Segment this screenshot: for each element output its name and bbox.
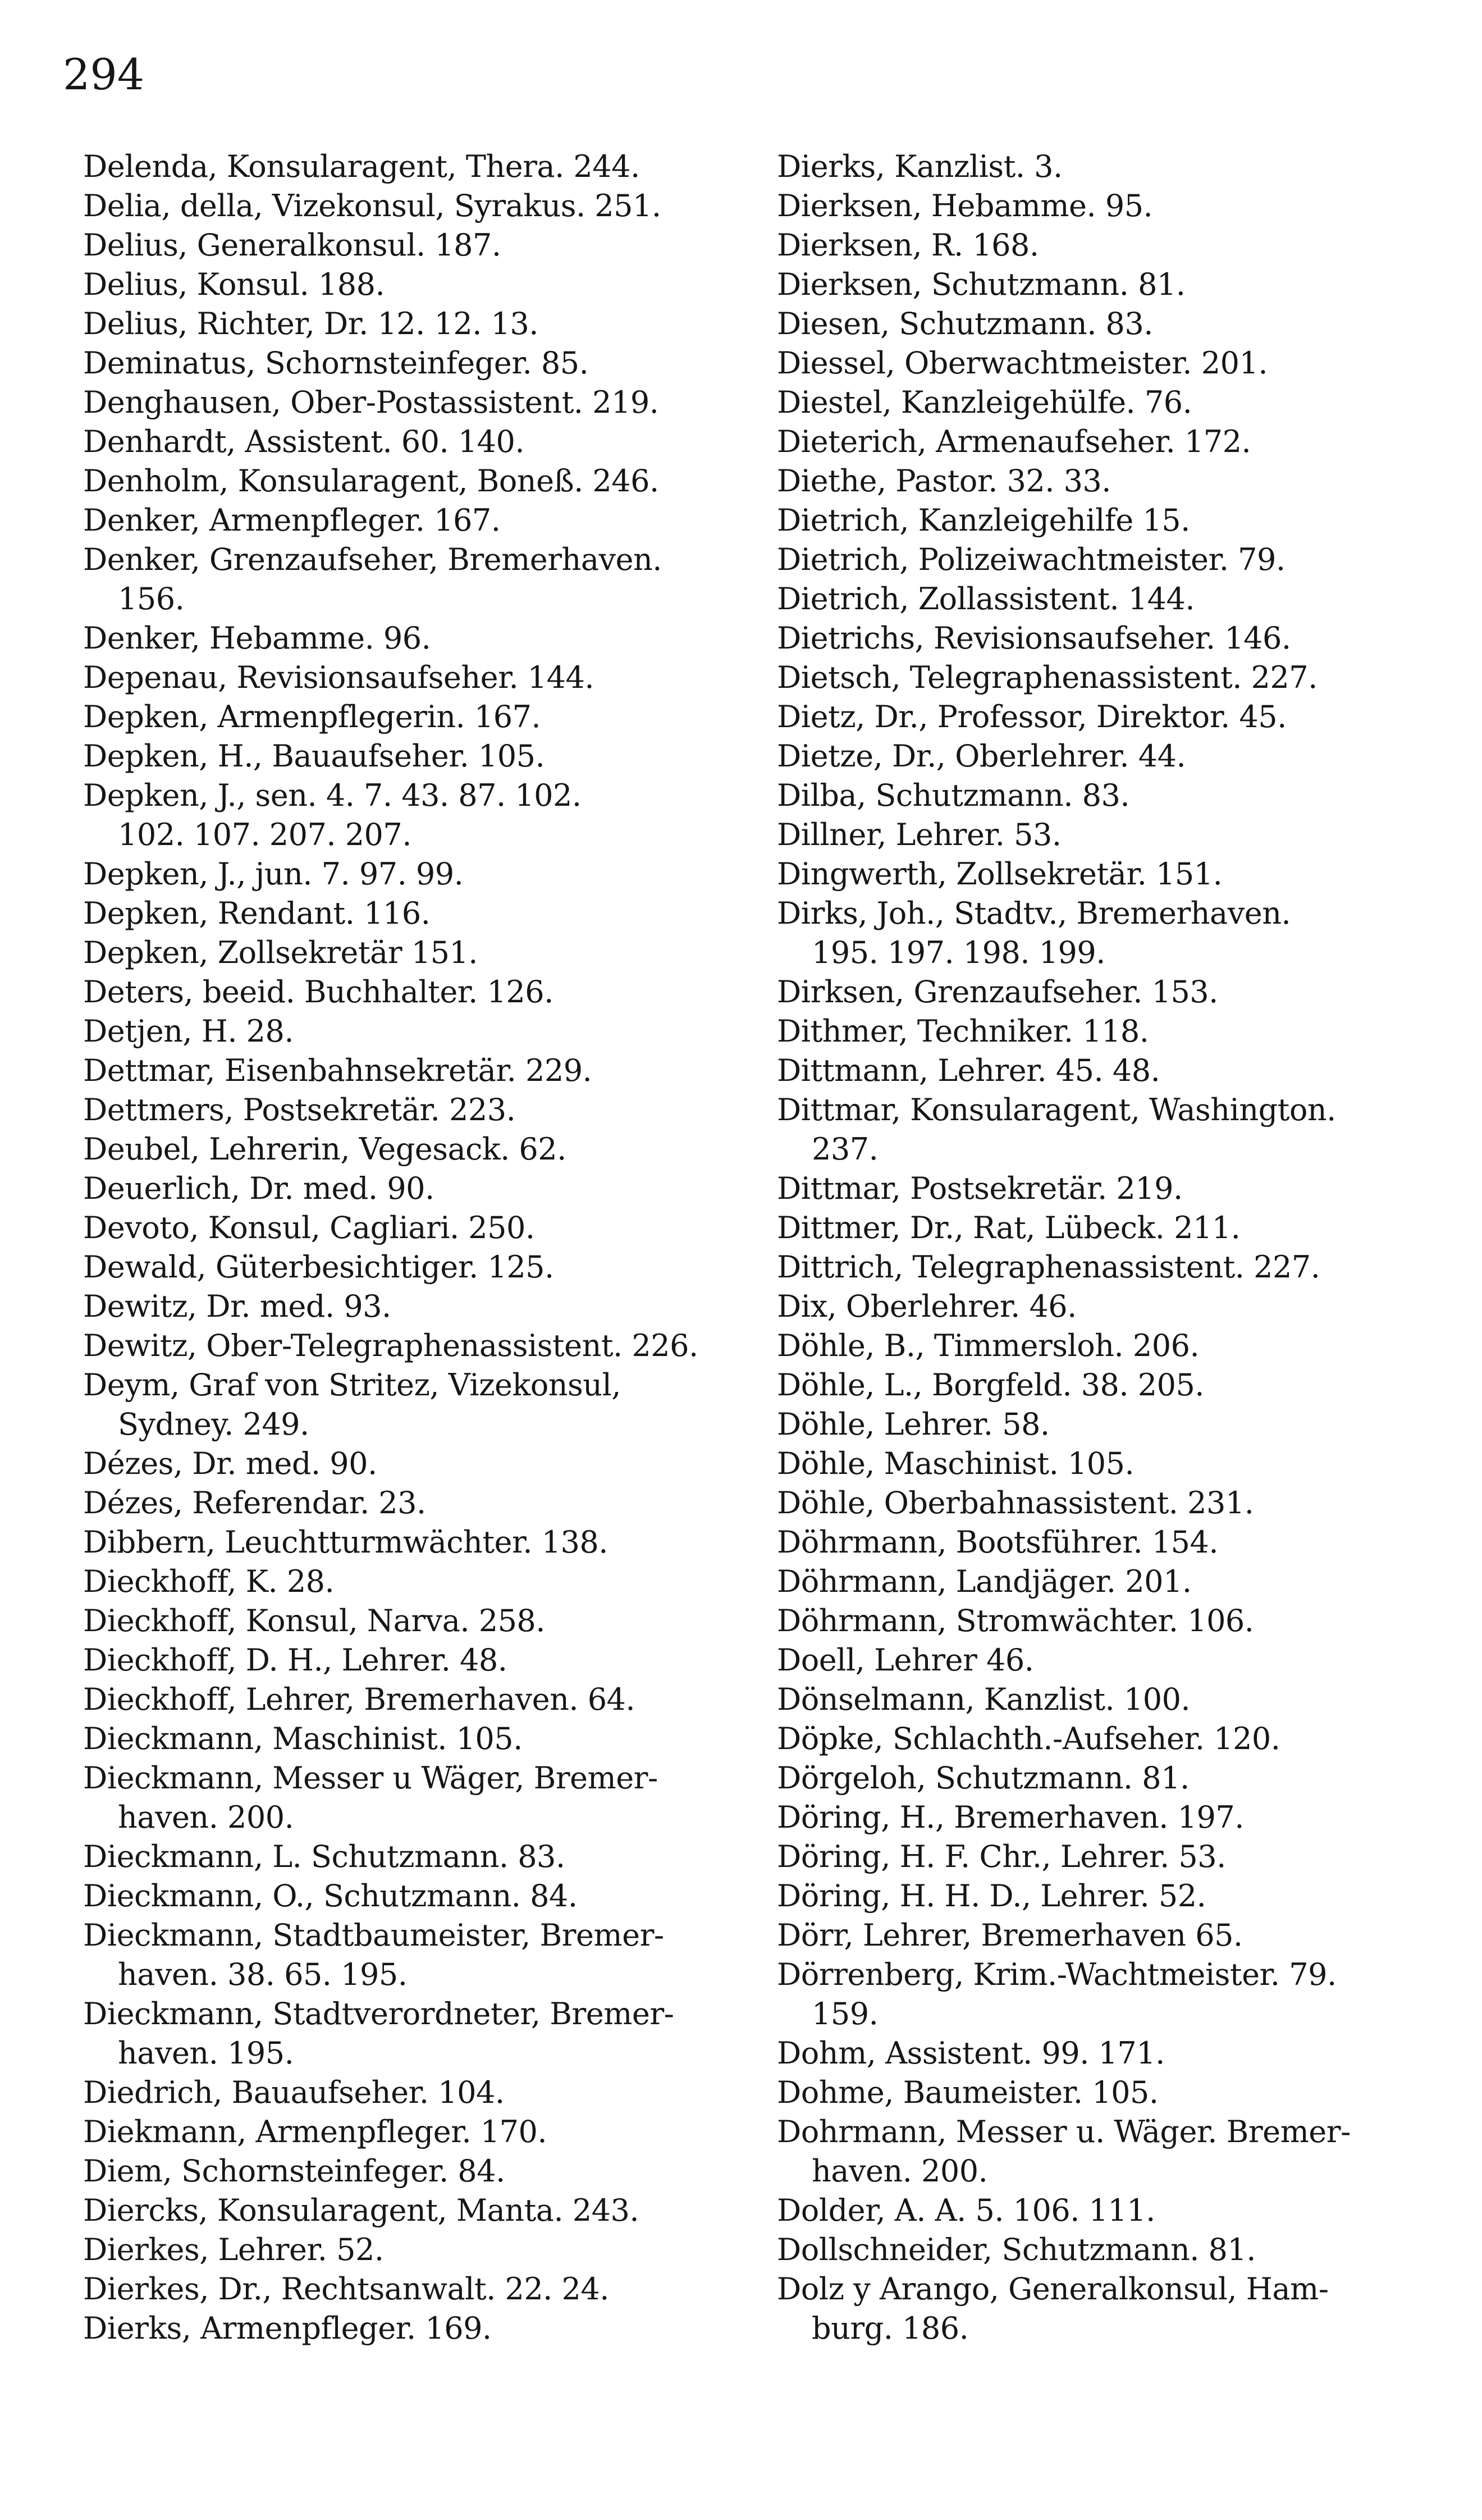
index-entry-text: Dietrich, Polizeiwachtmeister. 79. (777, 542, 1286, 577)
index-entry-continuation: haven. 195. (118, 2035, 294, 2071)
index-entry-text: Dietrich, Zollassistent. 144. (777, 581, 1195, 617)
index-entry (777, 1877, 1434, 1916)
index-entry (777, 1366, 1434, 1405)
index-entry-text: Dierksen, Hebamme. 95. (777, 188, 1153, 223)
index-entry (83, 1641, 740, 1680)
index-entry (777, 1483, 1434, 1523)
index-entry (777, 1601, 1434, 1641)
index-entry (777, 1641, 1434, 1680)
index-entry-text: Dingwerth, Zollsekretär. 151. (777, 856, 1223, 892)
index-entry-text: Diercks, Konsularagent, Manta. 243. (83, 2193, 639, 2228)
index-entry-text: Dieckmann, O., Schutzmann. 84. (83, 1878, 578, 1914)
index-entry-text: Dieckmann, Maschinist. 105. (83, 1721, 523, 1756)
index-entry (83, 1837, 740, 1877)
index-entry-text: Dietrichs, Revisionsaufseher. 146. (777, 620, 1291, 656)
index-entry-continuation: haven. 38. 65. 195. (118, 1957, 408, 1992)
index-entry (83, 1169, 740, 1208)
index-entry (777, 462, 1434, 501)
index-entry-text: Dierksen, Schutzmann. 81. (777, 267, 1186, 302)
index-entry-text: Dietz, Dr., Professor, Direktor. 45. (777, 699, 1287, 734)
index-entry (777, 658, 1434, 697)
index-entry (777, 147, 1434, 186)
index-entry (777, 383, 1434, 422)
index-entry (777, 1916, 1434, 1955)
index-entry-text: Dörr, Lehrer, Bremerhaven 65. (777, 1918, 1243, 1953)
index-entry-text: Dézes, Referendar. 23. (83, 1485, 426, 1521)
index-entry (777, 304, 1434, 344)
index-entry-text: Dierkes, Lehrer. 52. (83, 2232, 384, 2267)
index-entry (777, 855, 1434, 894)
index-entry-text: Dierks, Kanzlist. 3. (777, 149, 1063, 184)
index-entry (83, 1719, 740, 1759)
index-entry-text: Dettmers, Postsekretär. 223. (83, 1092, 516, 1127)
index-entry (83, 1287, 740, 1326)
index-entry-text: Dierks, Armenpfleger. 169. (83, 2311, 492, 2346)
index-entry-continuation: 156. (118, 581, 185, 617)
index-entry (83, 658, 740, 697)
index-entry-text: Denholm, Konsularagent, Boneß. 246. (83, 463, 659, 499)
index-entry-text: Diethe, Pastor. 32. 33. (777, 463, 1111, 499)
index-entry-continuation: 102. 107. 207. 207. (118, 817, 411, 852)
index-entry-text: Dietze, Dr., Oberlehrer. 44. (777, 738, 1186, 774)
index-entry (83, 383, 740, 422)
index-entry-text: Deters, beeid. Buchhalter. 126. (83, 974, 554, 1010)
index-entry (777, 737, 1434, 776)
index-entry-text: Dohme, Baumeister. 105. (777, 2075, 1159, 2110)
index-entry-text: Depenau, Revisionsaufseher. 144. (83, 660, 594, 695)
index-entry (83, 1916, 740, 1994)
index-entry (83, 1759, 740, 1837)
index-entry-text: Dirks, Joh., Stadtv., Bremerhaven. (777, 896, 1291, 931)
index-entry (83, 855, 740, 894)
index-entry-text: Dithmer, Techniker. 118. (777, 1014, 1149, 1049)
index-entry-text: Depken, Zollsekretär 151. (83, 935, 478, 970)
index-entry (83, 2073, 740, 2112)
index-entry (777, 973, 1434, 1012)
index-entry-text: Döhle, Lehrer. 58. (777, 1407, 1050, 1442)
page-number: 294 (63, 49, 145, 99)
index-entry-text: Dittrich, Telegraphenassistent. 227. (777, 1249, 1320, 1285)
index-entry (83, 2191, 740, 2230)
index-entry (777, 894, 1434, 973)
index-entry (777, 579, 1434, 619)
index-entry-text: Deym, Graf von Stritez, Vizekonsul, (83, 1367, 621, 1403)
index-entry-text: Denghausen, Ober-Postassistent. 219. (83, 385, 659, 420)
index-entry-text: Dillner, Lehrer. 53. (777, 817, 1062, 852)
index-entry (777, 2191, 1434, 2230)
index-entry (777, 344, 1434, 383)
index-entry-text: Dierksen, R. 168. (777, 227, 1039, 263)
index-entry (777, 815, 1434, 855)
index-entry (83, 147, 740, 186)
index-entry (83, 737, 740, 776)
index-entry-text: Dewitz, Dr. med. 93. (83, 1289, 391, 1324)
index-entry-text: Dietsch, Telegraphenassistent. 227. (777, 660, 1318, 695)
index-entry (777, 265, 1434, 304)
index-entry-text: Deuerlich, Dr. med. 90. (83, 1171, 434, 1206)
index-entry (83, 1444, 740, 1483)
index-entry-text: Dörrenberg, Krim.-Wachtmeister. 79. (777, 1957, 1337, 1992)
index-entry (777, 697, 1434, 737)
index-entry-text: Delius, Richter, Dr. 12. 12. 13. (83, 306, 538, 341)
index-entry-text: Dirksen, Grenzaufseher. 153. (777, 974, 1218, 1010)
index-entry (83, 776, 740, 855)
index-entry (83, 1877, 740, 1916)
index-entry-text: Dollschneider, Schutzmann. 81. (777, 2232, 1256, 2267)
index-entry-text: Döhrmann, Stromwächter. 106. (777, 1603, 1254, 1638)
index-entry-text: Depken, Rendant. 116. (83, 896, 431, 931)
index-entry (83, 2152, 740, 2191)
index-entry (777, 1090, 1434, 1169)
index-entry-text: Diessel, Oberwachtmeister. 201. (777, 345, 1268, 381)
index-entry-text: Depken, Armenpflegerin. 167. (83, 699, 541, 734)
index-entry (83, 1680, 740, 1719)
index-entry-text: Döhle, Maschinist. 105. (777, 1446, 1135, 1481)
index-entry (83, 2309, 740, 2348)
index-entry-text: Dilba, Schutzmann. 83. (777, 778, 1130, 813)
index-entry (83, 462, 740, 501)
index-entry-text: Döhrmann, Landjäger. 201. (777, 1564, 1192, 1599)
index-entry (777, 1562, 1434, 1601)
index-entry (777, 1051, 1434, 1090)
index-entry (83, 304, 740, 344)
index-entry-text: Dettmar, Eisenbahnsekretär. 229. (83, 1053, 592, 1088)
index-entry-text: Döhle, L., Borgfeld. 38. 205. (777, 1367, 1204, 1403)
index-entry (83, 2230, 740, 2270)
index-entry (777, 776, 1434, 815)
index-entry-text: Dieterich, Armenaufseher. 172. (777, 424, 1251, 459)
index-entry-text: Dewitz, Ober-Telegraphenassistent. 226. (83, 1328, 698, 1363)
index-entry-continuation: haven. 200. (118, 1800, 294, 1835)
index-entry (777, 226, 1434, 265)
index-entry (83, 1090, 740, 1130)
index-entry (777, 186, 1434, 226)
index-entry-text: Dewald, Güterbesichtiger. 125. (83, 1249, 554, 1285)
index-entry-text: Döring, H. F. Chr., Lehrer. 53. (777, 1839, 1226, 1874)
index-entry-text: Dierkes, Dr., Rechtsanwalt. 22. 24. (83, 2271, 609, 2307)
index-entry-text: Depken, J., jun. 7. 97. 99. (83, 856, 464, 892)
index-entry-text: Dörgeloh, Schutzmann. 81. (777, 1760, 1190, 1796)
index-entry-text: Döhrmann, Bootsführer. 154. (777, 1524, 1219, 1560)
index-entry-text: Dittmer, Dr., Rat, Lübeck. 211. (777, 1210, 1241, 1245)
index-entry (777, 1759, 1434, 1798)
index-entry (777, 1287, 1434, 1326)
index-entry (83, 501, 740, 540)
index-entry-text: Dieckhoff, Konsul, Narva. 258. (83, 1603, 545, 1638)
index-entry-text: Dieckmann, Messer u Wäger, Bremer- (83, 1760, 658, 1796)
index-entry (777, 1798, 1434, 1837)
index-entry-text: Dohrmann, Messer u. Wäger. Bremer- (777, 2114, 1351, 2149)
index-entry (777, 1326, 1434, 1366)
index-entry (83, 226, 740, 265)
index-entry-text: Dieckhoff, D. H., Lehrer. 48. (83, 1642, 507, 1678)
index-entry (777, 2034, 1434, 2073)
index-entry-text: Döring, H., Bremerhaven. 197. (777, 1800, 1244, 1835)
index-entry (83, 697, 740, 737)
index-entry (777, 1208, 1434, 1248)
index-entry (83, 1326, 740, 1366)
index-entry-continuation: haven. 200. (812, 2153, 988, 2189)
index-entry-text: Diedrich, Bauaufseher. 104. (83, 2075, 505, 2110)
index-entry-text: Döpke, Schlachth.-Aufseher. 120. (777, 1721, 1280, 1756)
index-entry-text: Dohm, Assistent. 99. 171. (777, 2035, 1165, 2071)
index-entry-text: Denker, Armenpfleger. 167. (83, 503, 501, 538)
index-entry (83, 1483, 740, 1523)
index-entry (83, 1248, 740, 1287)
index-entry-text: Denker, Hebamme. 96. (83, 620, 431, 656)
index-entry (83, 1366, 740, 1444)
index-entry (83, 1601, 740, 1641)
index-entry-text: Döhle, Oberbahnassistent. 231. (777, 1485, 1254, 1521)
index-entry-continuation: 237. (812, 1131, 879, 1167)
index-entry-text: Delius, Konsul. 188. (83, 267, 385, 302)
index-entry-text: Diekmann, Armenpfleger. 170. (83, 2114, 547, 2149)
index-entry (83, 540, 740, 619)
index-entry-text: Detjen, H. 28. (83, 1014, 294, 1049)
index-entry (777, 1837, 1434, 1877)
index-entry (83, 1562, 740, 1601)
index-entry-text: Depken, J., sen. 4. 7. 43. 87. 102. (83, 778, 582, 813)
index-entry-text: Dieckhoff, Lehrer, Bremerhaven. 64. (83, 1682, 635, 1717)
index-entry-text: Delius, Generalkonsul. 187. (83, 227, 501, 263)
index-entry (83, 1523, 740, 1562)
index-entry (83, 1208, 740, 1248)
index-entry-text: Diestel, Kanzleigehülfe. 76. (777, 385, 1192, 420)
index-entry-text: Deminatus, Schornsteinfeger. 85. (83, 345, 589, 381)
index-entry-text: Dolder, A. A. 5. 106. 111. (777, 2193, 1155, 2228)
index-entry (83, 186, 740, 226)
index-entry (83, 422, 740, 462)
index-entry-text: Devoto, Konsul, Cagliari. 250. (83, 1210, 535, 1245)
index-entry (777, 2270, 1434, 2348)
index-entry-text: Dézes, Dr. med. 90. (83, 1446, 377, 1481)
index-entry (83, 894, 740, 933)
index-entry-text: Diem, Schornsteinfeger. 84. (83, 2153, 505, 2189)
index-entry-text: Döhle, B., Timmersloh. 206. (777, 1328, 1200, 1363)
index-entry (83, 265, 740, 304)
index-entry (777, 1169, 1434, 1208)
index-entry (777, 1405, 1434, 1444)
index-entry (83, 1994, 740, 2073)
index-entry (777, 2073, 1434, 2112)
index-entry (83, 1130, 740, 1169)
index-entry (83, 619, 740, 658)
index-entry (777, 501, 1434, 540)
index-entry-text: Dieckhoff, K. 28. (83, 1564, 335, 1599)
index-entry-continuation: 195. 197. 198. 199. (812, 935, 1105, 970)
index-column-right (777, 147, 1434, 2348)
index-entry (777, 1955, 1434, 2034)
index-entry (83, 2112, 740, 2152)
index-entry-text: Doell, Lehrer 46. (777, 1642, 1034, 1678)
index-entry (777, 1444, 1434, 1483)
index-entry-text: Dix, Oberlehrer. 46. (777, 1289, 1077, 1324)
index-entry-text: Dibbern, Leuchtturmwächter. 138. (83, 1524, 608, 1560)
index-entry-text: Dolz y Arango, Generalkonsul, Ham- (777, 2271, 1329, 2307)
index-entry (777, 1680, 1434, 1719)
index-entry (777, 619, 1434, 658)
index-entry-text: Dönselmann, Kanzlist. 100. (777, 1682, 1191, 1717)
index-entry-text: Delia, della, Vizekonsul, Syrakus. 251. (83, 188, 661, 223)
index-entry-text: Delenda, Konsularagent, Thera. 244. (83, 149, 640, 184)
index-entry (83, 973, 740, 1012)
index-column-left (83, 147, 740, 2348)
index-entry-text: Dieckmann, L. Schutzmann. 83. (83, 1839, 565, 1874)
index-entry (83, 1012, 740, 1051)
index-entry (777, 1248, 1434, 1287)
index-entry-continuation: burg. 186. (812, 2311, 969, 2346)
index-entry (777, 540, 1434, 579)
index-entry-text: Döring, H. H. D., Lehrer. 52. (777, 1878, 1206, 1914)
index-entry (83, 933, 740, 973)
index-entry (777, 2230, 1434, 2270)
index-entry-text: Diesen, Schutzmann. 83. (777, 306, 1153, 341)
index-entry-text: Denhardt, Assistent. 60. 140. (83, 424, 525, 459)
index-entry-text: Depken, H., Bauaufseher. 105. (83, 738, 545, 774)
index-entry-continuation: Sydney. 249. (118, 1407, 309, 1442)
index-entry-text: Dieckmann, Stadtverordneter, Bremer- (83, 1996, 674, 2031)
index-entry (777, 1012, 1434, 1051)
index-entry (777, 422, 1434, 462)
index-entry (777, 1719, 1434, 1759)
index-entry-text: Dittmar, Postsekretär. 219. (777, 1171, 1183, 1206)
index-entry-text: Deubel, Lehrerin, Vegesack. 62. (83, 1131, 566, 1167)
index-entry (83, 344, 740, 383)
index-entry-text: Dittmann, Lehrer. 45. 48. (777, 1053, 1160, 1088)
index-entry-continuation: 159. (812, 1996, 879, 2031)
index-entry-text: Dietrich, Kanzleigehilfe 15. (777, 503, 1190, 538)
index-entry (777, 2112, 1434, 2191)
index-entry-text: Denker, Grenzaufseher, Bremerhaven. (83, 542, 662, 577)
index-entry-text: Dittmar, Konsularagent, Washington. (777, 1092, 1336, 1127)
index-entry (83, 2270, 740, 2309)
index-entry-text: Dieckmann, Stadtbaumeister, Bremer- (83, 1918, 664, 1953)
index-entry (777, 1523, 1434, 1562)
index-entry (83, 1051, 740, 1090)
